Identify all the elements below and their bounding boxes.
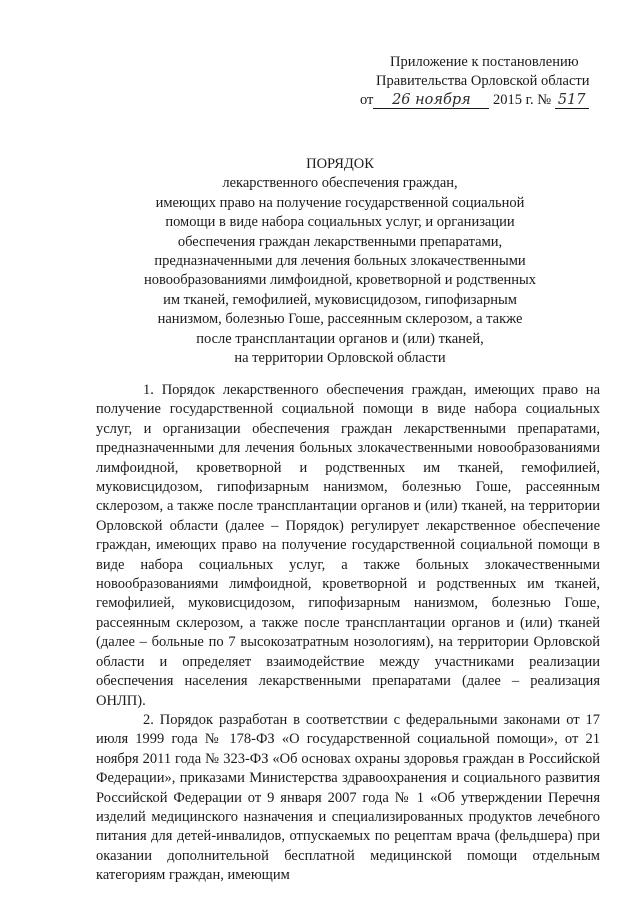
from-label: от <box>360 92 374 108</box>
title-line: им тканей, гемофилией, муковисцидозом, гипофизарным <box>163 291 517 308</box>
document-title <box>80 155 600 368</box>
title-line: имеющих право на получение государственной социальной <box>155 194 525 211</box>
document-body <box>96 381 600 886</box>
paragraph-2: 2. Порядок разработан в соответствии с федеральными законами от 17 июля 1999 года № 178-ФЗ «О государственной социальной помощи», от 21 ноября 2011 года № 323-ФЗ «Об основах охраны здоровья граждан в Российской Федерации», приказами Министерства здравоохранения и социального развития Российской Федерации от 9 января 2007 года № 1 «Об утверждении Перечня изделий медицинского назначения и специализированных продуктов лечебного питания для детей-инвалидов, отпускаемых по рецептам врача (фельдшера) при оказании дополнительной бесплатной медицинской помощи отдельным категориям граждан, имеющим <box>96 711 600 884</box>
approval-header <box>360 53 610 110</box>
title-line: после трансплантации органов и (или) тканей, <box>196 330 484 347</box>
year-label: 2015 г. № <box>493 92 552 108</box>
title-line: лекарственного обеспечения граждан, <box>222 175 458 192</box>
government-label: Правительства Орловской области <box>376 73 590 89</box>
title-line: нанизмом, болезнью Гоше, рассеянным склерозом, а также <box>157 311 523 328</box>
title-heading: ПОРЯДОК <box>306 156 374 172</box>
title-line: на территории Орловской области <box>234 350 446 367</box>
handwritten-number: 517 <box>555 92 589 109</box>
title-line: новообразованиями лимфоидной, кроветворной и родственных <box>143 272 537 289</box>
title-line: обеспечения граждан лекарственными препаратами, <box>177 233 503 250</box>
paragraph-1: 1. Порядок лекарственного обеспечения граждан, имеющих право на получение государственной социальной помощи в виде набора социальных услуг, и организации обеспечения граждан лекарственными препаратами, предназначенными для лечения больных злокачественными новообразованиями лимфоидной, кроветворной и родственных им тканей, гемофилией, муковисцидозом, гипофизарным нанизмом, болезнью Гоше, рассеянным склерозом, а также после трансплантации органов и (или) тканей, на территории Орловской области (далее – Порядок) регулирует лекарственное обеспечение граждан, имеющих право на получение государственной социальной помощи в виде набора социальных услуг, а также больных злокачественными новообразованиями лимфоидной, кроветворной и родственных им тканей, гемофилией, муковисцидозом, гипофизарным нанизмом, болезнью Гоше, рассеянным склерозом, а также после трансплантации органов и (или) тканей (далее – больные по 7 высокозатратным нозологиям), на территории Орловской области и определяет взаимодействие между участниками реализации обеспечения населения лекарственными препаратами (далее – реализация ОНЛП). <box>96 382 600 709</box>
decree-date-line <box>360 91 610 110</box>
title-line: помощи в виде набора социальных услуг, и организации <box>165 214 515 231</box>
title-line: предназначенными для лечения больных злокачественными <box>154 253 526 270</box>
handwritten-date: 26 ноября <box>373 92 489 109</box>
appendix-label: Приложение к постановлению <box>390 54 579 70</box>
